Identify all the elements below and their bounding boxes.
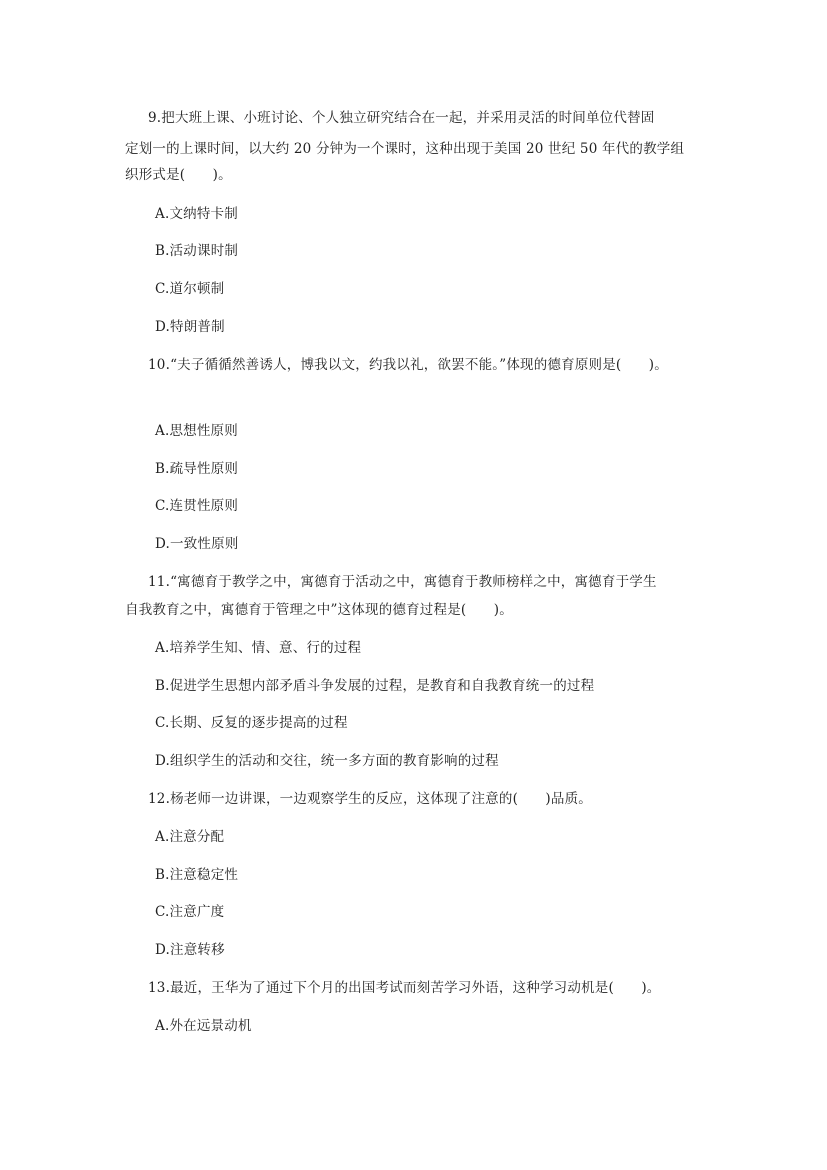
question-9-line-1: 9.把大班上课、小班讨论、个人独立研究结合在一起，并采用灵活的时间单位代替固: [148, 110, 655, 126]
question-12-option-d: D.注意转移: [155, 942, 225, 958]
question-11-option-c: C.长期、反复的逐步提高的过程: [155, 715, 348, 731]
question-11-option-d: D.组织学生的活动和交往，统一多方面的教育影响的过程: [155, 753, 499, 769]
question-9-option-c: C.道尔顿制: [155, 281, 225, 297]
question-11-line-2: 自我教育之中，寓德育于管理之中”这体现的德育过程是( )。: [125, 602, 513, 618]
question-11-option-a: A.培养学生知、情、意、行的过程: [155, 640, 362, 656]
question-9-line-3: 织形式是( )。: [125, 167, 232, 183]
question-13-line-1: 13.最近，王华为了通过下个月的出国考试而刻苦学习外语，这种学习动机是( )。: [148, 980, 661, 996]
question-12-line-1: 12.杨老师一边讲课，一边观察学生的反应，这体现了注意的( )品质。: [148, 791, 593, 807]
question-12-option-a: A.注意分配: [155, 829, 225, 845]
question-13-option-a: A.外在远景动机: [155, 1018, 252, 1034]
question-10-option-a: A.思想性原则: [155, 423, 238, 439]
question-11-line-1: 11.“寓德育于教学之中，寓德育于活动之中，寓德育于教师榜样之中，寓德育于学生: [148, 574, 657, 590]
question-10-option-b: B.疏导性原则: [155, 461, 239, 477]
question-10-option-d: D.一致性原则: [155, 536, 239, 552]
question-12-option-b: B.注意稳定性: [155, 867, 239, 883]
question-9-option-d: D.特朗普制: [155, 319, 225, 335]
question-12-option-c: C.注意广度: [155, 904, 225, 920]
question-9-option-a: A.文纳特卡制: [155, 206, 238, 222]
question-9-option-b: B.活动课时制: [155, 243, 239, 259]
question-9-line-2: 定划一的上课时间，以大约 20 分钟为一个课时，这种出现于美国 20 世纪 50 年代的教学组: [125, 141, 685, 157]
question-10-line-1: 10.“夫子循循然善诱人，博我以文，约我以礼，欲罢不能。”体现的德育原则是( )。: [148, 357, 668, 373]
question-10-option-c: C.连贯性原则: [155, 498, 239, 514]
question-11-option-b: B.促进学生思想内部矛盾斗争发展的过程，是教育和自我教育统一的过程: [155, 678, 595, 694]
